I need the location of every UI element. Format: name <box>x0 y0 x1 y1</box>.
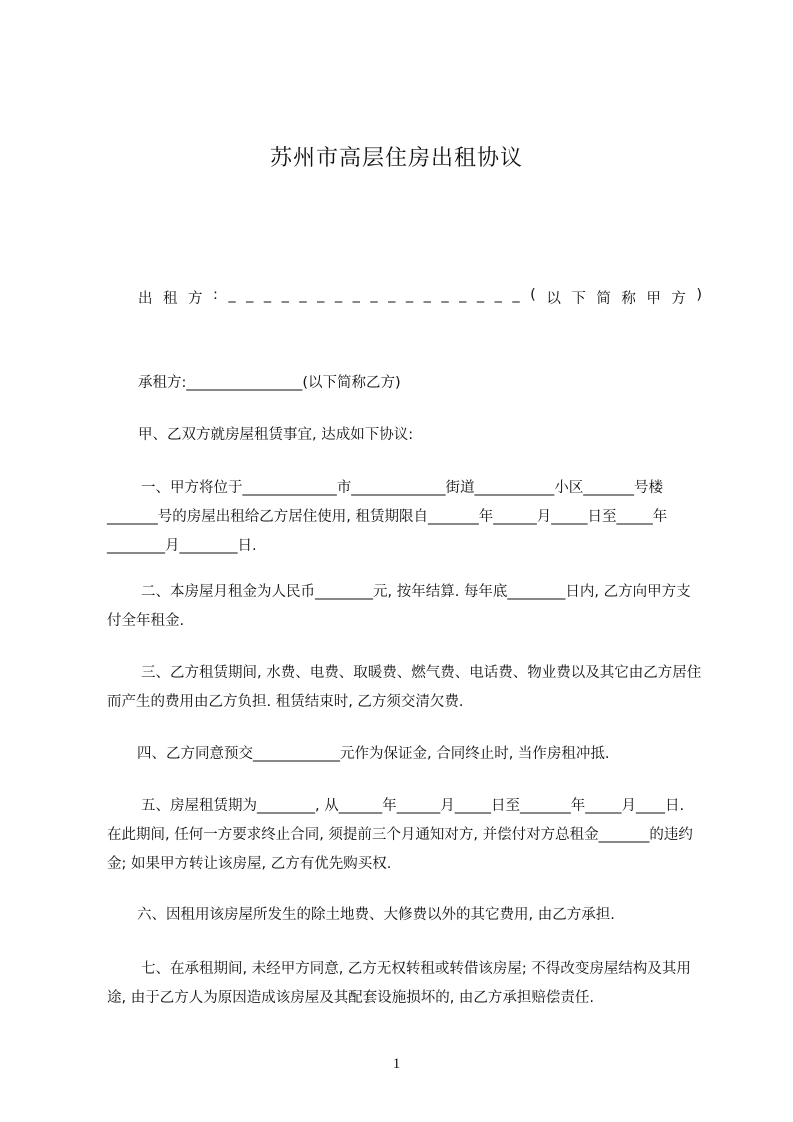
lessor-line-char: ( <box>530 287 536 303</box>
lessor-line-char: 甲 <box>646 291 661 307</box>
lessor-line-char: 方 <box>671 291 686 307</box>
lessor-line-char: _ <box>441 287 449 303</box>
lessor-line-char: 简 <box>596 291 611 307</box>
lessor-line-char: 方 <box>188 291 203 307</box>
lessor-line-char: _ <box>388 287 396 303</box>
lessor-line-char: _ <box>334 287 343 303</box>
lessor-line-char: _ <box>246 287 254 303</box>
clause-7: 七、在承租期间, 未经甲方同意, 乙方无权转租或转借该房屋; 不得改变房屋结构及其用途, 由于乙方人为原因造成该房屋及其配套设施损坏的, 由乙方承担赔偿责任. <box>107 961 691 1006</box>
lessor-line-char: _ <box>494 287 502 303</box>
lessor-line-char: 以 <box>546 291 561 307</box>
lessor-line-char: _ <box>370 287 378 303</box>
lessor-line-char: ) <box>696 287 702 303</box>
clause-1: 一、甲方将位于_____________市_____________街道___________小区_______号楼_______号的房屋出租给乙方居住使用, 租赁期限自_______年______月_____日至_____年________月________日. <box>107 480 668 554</box>
page-number: 1 <box>392 1056 401 1072</box>
clause-3: 三、乙方租赁期间, 水费、电费、取暖费、燃气费、电话费、物业费以及其它由乙方居住而产生的费用由乙方负担. 租赁结束时, 乙方须交清欠费. <box>107 665 702 710</box>
lessor-line-char: : <box>213 287 218 303</box>
lessor-line-char: _ <box>281 287 289 303</box>
lessor-line-char: _ <box>299 287 307 303</box>
lessor-line-char: 租 <box>163 291 178 307</box>
document-title: 苏州市高层住房出租协议 <box>269 146 523 171</box>
lessor-line <box>138 287 702 308</box>
lessor-line-char: _ <box>459 287 467 303</box>
lessor-line-char: _ <box>476 287 485 303</box>
lessor-line-char: _ <box>423 287 431 303</box>
lessor-line-char: _ <box>352 287 360 303</box>
lessor-line-char: _ <box>317 287 325 303</box>
lessee-line: 承租方:________________(以下简称乙方) <box>138 375 401 391</box>
lessor-line-char: _ <box>405 287 414 303</box>
clause-6: 六、因租用该房屋所发生的除土地费、大修费以外的其它费用, 由乙方承担. <box>137 907 615 923</box>
clause-5: 五、房屋租赁期为________, 从______年______月_____日至_______年_____月____日. 在此期间, 任何一方要求终止合同, 须提前三个月通知对方, 并偿付对方总租金_______的违约金; 如果甲方转让该房屋, 乙方有优先购买权. <box>107 798 693 872</box>
lessor-line-char: 出 <box>138 291 153 307</box>
lessor-line-char: 下 <box>571 291 586 307</box>
lessor-line-char: _ <box>512 287 520 303</box>
lessor-line-char: _ <box>228 287 236 303</box>
lessor-line-char: _ <box>263 287 272 303</box>
lessor-line-char: 称 <box>621 291 636 307</box>
intro-paragraph: 甲、乙双方就房屋租赁事宜, 达成如下协议: <box>138 427 414 443</box>
clause-4: 四、乙方同意预交____________元作为保证金, 合同终止时, 当作房租冲抵. <box>137 746 610 762</box>
clause-2: 二、本房屋月租金为人民币________元, 按年结算. 每年底________日内, 乙方向甲方支付全年租金. <box>107 584 691 629</box>
